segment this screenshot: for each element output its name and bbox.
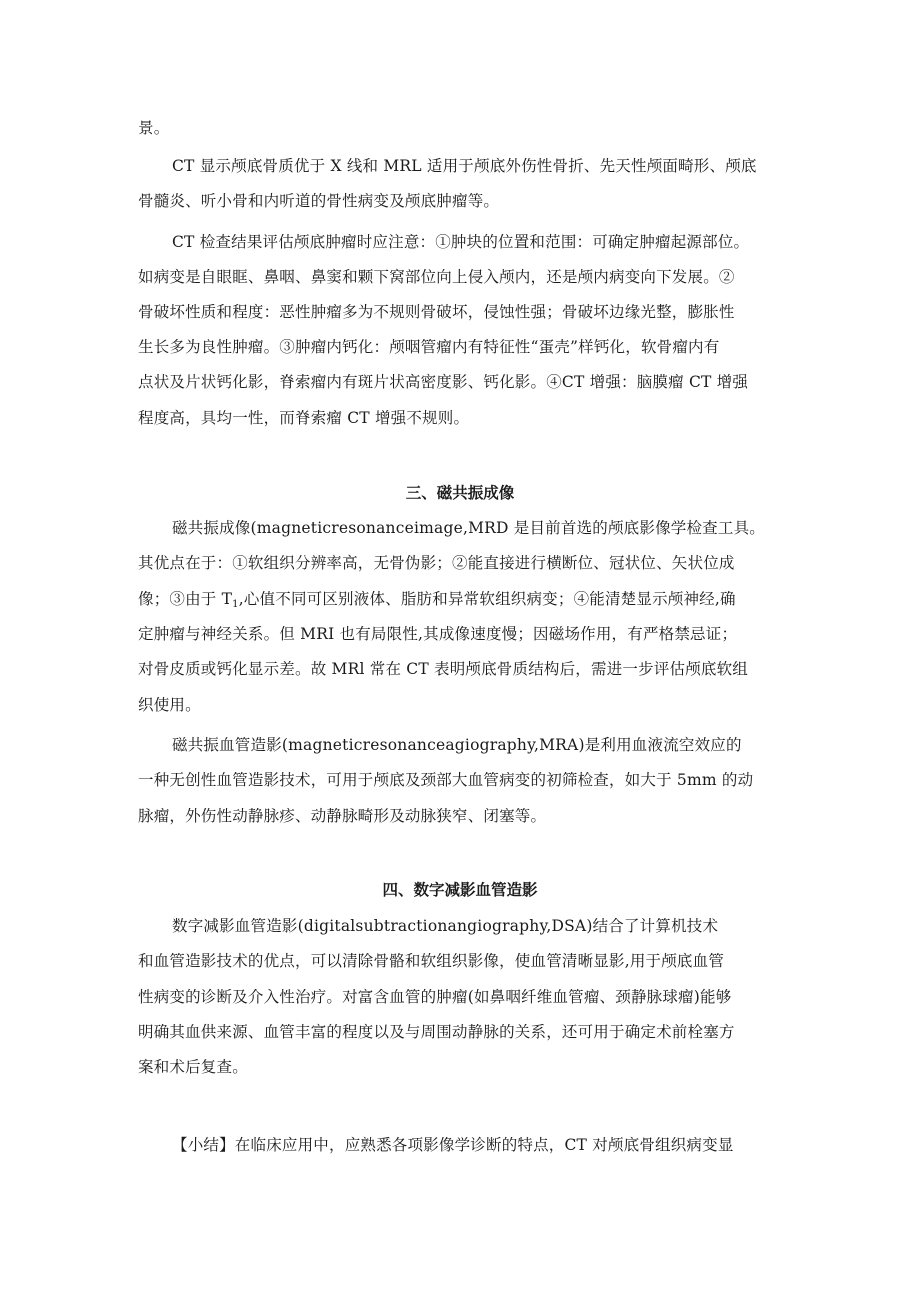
summary-line: 【小结】在临床应用中，应熟悉各项影像学诊断的特点，CT 对颅底骨组织病变显 (172, 1136, 734, 1154)
paragraph-line (138, 589, 788, 609)
paragraph-line: 定肿瘤与神经关系。但 MRI 也有局限性,其成像速度慢；因磁场作用，有严格禁忌证； (138, 625, 738, 643)
paragraph-line: CT 显示颅底骨质优于 X 线和 MRL 适用于颅底外伤性骨折、先天性颅面畸形、颅底 (172, 157, 757, 175)
subscript: 1 (232, 599, 239, 610)
paragraph-line: 案和术后复查。 (138, 1058, 248, 1076)
paragraph-line: 数字减影血管造影(digitalsubtractionangiography,DSA)结合了计算机技术 (172, 917, 719, 935)
paragraph-line: 如病变是自眼眶、鼻咽、鼻窦和颗下窝部位向上侵入颅内，还是颅内病变向下发展。② (138, 268, 735, 286)
paragraph-line: 磁共振成像(magneticresonanceimage,MRD 是目前首选的颅底影像学检查工具。 (172, 519, 765, 537)
paragraph-line: 一种无创性血管造影技术，可用于颅底及颈部大血管病变的初筛检查，如大于 5mm 的动 (138, 771, 754, 789)
paragraph-line: CT 检查结果评估颅底肿瘤时应注意：①肿块的位置和范围：可确定肿瘤起源部位。 (172, 233, 750, 251)
paragraph-line: 点状及片状钙化影，脊索瘤内有斑片状高密度影、钙化影。④CT 增强：脑膜瘤 CT 增强 (138, 373, 749, 391)
paragraph-line: 脉瘤，外伤性动静脉疹、动静脉畸形及动脉狭窄、闭塞等。 (138, 807, 547, 825)
paragraph-line: 对骨皮质或钙化显示差。故 MRl 常在 CT 表明颅底骨质结构后，需进一步评估颅底软组 (138, 660, 749, 678)
section-heading-mri: 三、磁共振成像 (405, 484, 515, 502)
paragraph-line: 生长多为良性肿瘤。③肿瘤内钙化：颅咽管瘤内有特征性“蛋壳”样钙化，软骨瘤内有 (138, 338, 720, 356)
section-heading-dsa: 四、数字减影血管造影 (382, 881, 538, 899)
paragraph-line: 性病变的诊断及介入性治疗。对富含血管的肿瘤(如鼻咽纤维血管瘤、颈静脉球瘤)能够 (138, 988, 732, 1006)
paragraph-line: 景。 (138, 119, 170, 137)
paragraph-line: 骨髓炎、听小骨和内听道的骨性病变及颅底肿瘤等。 (138, 192, 500, 210)
paragraph-line: 程度高，具均一性，而脊索瘤 CT 增强不规则。 (138, 409, 470, 427)
paragraph-line: 磁共振血管造影(magneticresonanceagiography,MRA)是利用血液流空效应的 (172, 736, 742, 754)
paragraph-line: 和血管造影技术的优点，可以清除骨骼和软组织影像，使血管清晰显影,用于颅底血管 (138, 952, 725, 970)
paragraph-line: 骨破坏性质和程度：恶性肿瘤多为不规则骨破坏，侵蚀性强；骨破坏边缘光整，膨胀性 (138, 303, 735, 321)
paragraph-line: 明确其血供来源、血管丰富的程度以及与周围动静脉的关系，还可用于确定术前栓塞方 (138, 1023, 735, 1041)
line-text-before: 像；③由于 T (138, 590, 233, 608)
line-text-after: ,心值不同可区别液体、脂肪和异常软组织病变；④能清楚显示颅神经,确 (238, 590, 736, 608)
paragraph-line: 织使用。 (138, 696, 201, 714)
paragraph-line: 其优点在于：①软组织分辨率高，无骨伪影；②能直接进行横断位、冠状位、矢状位成 (138, 554, 735, 572)
